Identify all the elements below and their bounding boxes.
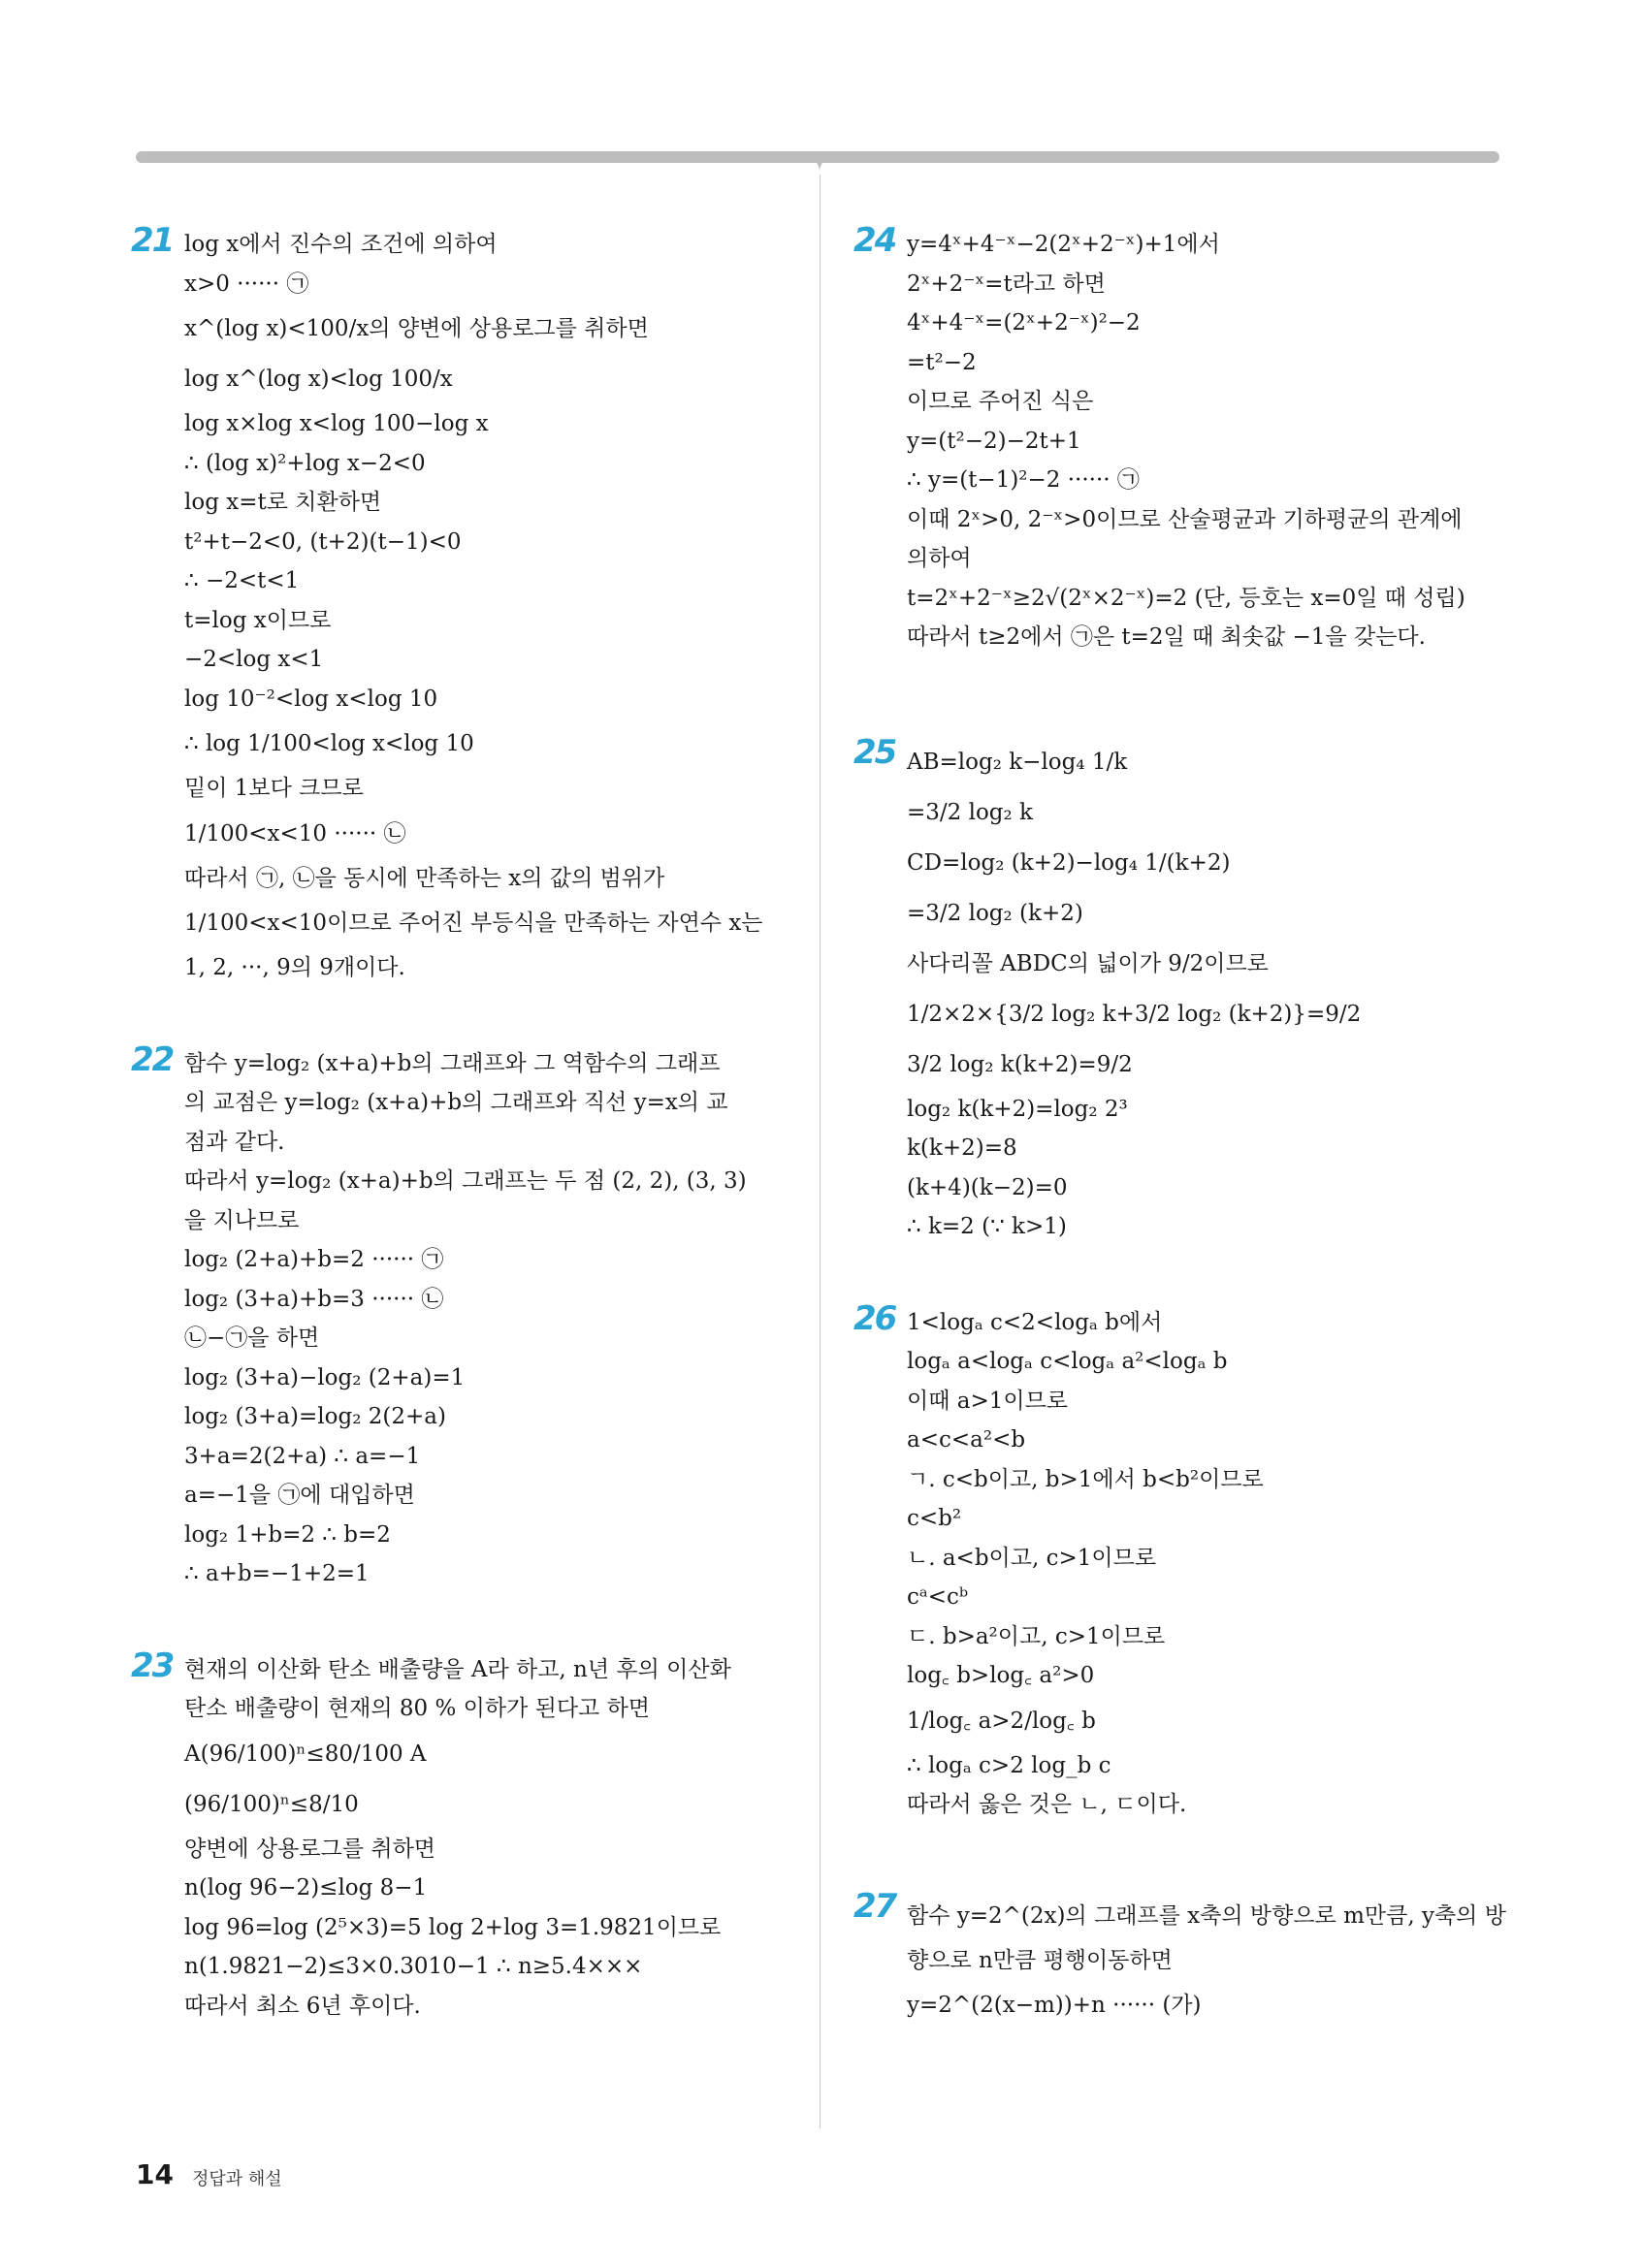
- solution-line: t=2ˣ+2⁻ˣ≥2√(2ˣ×2⁻ˣ)=2 (단, 등호는 x=0일 때 성립): [907, 585, 1465, 611]
- solution-line: 1/100<x<10 ······ ㉡: [184, 820, 406, 847]
- solution-line: log x×log x<log 100−log x: [184, 411, 489, 436]
- right-column: [853, 221, 1513, 2030]
- solution-line: cᵃ<cᵇ: [907, 1584, 969, 1610]
- solution-line: (k+4)(k−2)=0: [907, 1174, 1068, 1200]
- solution-line: 점과 같다.: [184, 1129, 285, 1155]
- solution-line: 1, 2, ···, 9의 9개이다.: [184, 955, 405, 980]
- solution-line: ∴ y=(t−1)²−2 ······ ㉠: [907, 467, 1140, 493]
- solution-line: 따라서 y=log₂ (x+a)+b의 그래프는 두 점 (2, 2), (3, 3): [184, 1168, 747, 1194]
- solution-line: y=2^(2(x−m))+n ······ (가): [907, 1993, 1202, 2018]
- solution-line: 을 지나므로: [184, 1207, 300, 1233]
- solution-line: log₂ (3+a)−log₂ (2+a)=1: [184, 1364, 466, 1390]
- column-divider: [820, 175, 821, 2128]
- solution-line: x^(log x)<100/x의 양변에 상용로그를 취하면: [184, 316, 649, 341]
- problem-number: 26: [853, 1298, 896, 1338]
- solution-line: 3+a=2(2+a) ∴ a=−1: [184, 1443, 421, 1469]
- solution-line: a<c<a²<b: [907, 1427, 1026, 1453]
- solution-line: ∴ −2<t<1: [184, 568, 300, 593]
- solution-line: y=4ˣ+4⁻ˣ−2(2ˣ+2⁻ˣ)+1에서: [907, 232, 1220, 257]
- solution-line: 의 교점은 y=log₂ (x+a)+b의 그래프와 직선 y=x의 교: [184, 1090, 728, 1115]
- solution-line: 사다리꼴 ABDC의 넓이가 9/2이므로: [907, 950, 1269, 976]
- solution-line: log₂ k(k+2)=log₂ 2³: [907, 1096, 1128, 1122]
- problem-21: [131, 221, 790, 988]
- problem-number: 25: [853, 732, 896, 772]
- solution-line: n(log 96−2)≤log 8−1: [184, 1875, 428, 1901]
- solution-line: n(1.9821−2)≤3×0.3010−1 ∴ n≥5.4×××: [184, 1954, 643, 1979]
- solution-line: log₂ (3+a)+b=3 ······ ㉡: [184, 1286, 444, 1312]
- solution-line: =3/2 log₂ (k+2): [907, 900, 1083, 926]
- problem-27: [853, 1886, 1513, 2031]
- solution-line: ∴ k=2 (∵ k>1): [907, 1214, 1067, 1239]
- solution-line: A(96/100)ⁿ≤80/100 A: [184, 1741, 427, 1767]
- solution-line: 이때 2ˣ>0, 2⁻ˣ>0이므로 산술평균과 기하평균의 관계에: [907, 506, 1463, 532]
- solution-line: AB=log₂ k−log₄ 1/k: [907, 749, 1128, 775]
- solution-line: log 10⁻²<log x<log 10: [184, 686, 438, 712]
- footer-label: 정답과 해설: [192, 2169, 282, 2189]
- solution-line: =t²−2: [907, 349, 977, 375]
- solution-line: t²+t−2<0, (t+2)(t−1)<0: [184, 528, 462, 555]
- solution-line: c<b²: [907, 1506, 962, 1531]
- solution-line: 따라서 t≥2에서 ㉠은 t=2일 때 최솟값 −1을 갖는다.: [907, 624, 1426, 650]
- solution-line: ㄴ. a<b이고, c>1이므로: [907, 1545, 1157, 1571]
- solution-line: log₂ (2+a)+b=2 ······ ㉠: [184, 1247, 444, 1272]
- problem-25: [853, 732, 1513, 1247]
- solution-line: 함수 y=log₂ (x+a)+b의 그래프와 그 역함수의 그래프: [184, 1050, 721, 1076]
- solution-line: 1/log꜀ a>2/log꜀ b: [907, 1708, 1096, 1734]
- page-number: 14: [136, 2158, 174, 2190]
- top-header-bar: [0, 0, 1642, 194]
- problem-23: [131, 1645, 790, 2027]
- solution-line: 따라서 ㉠, ㉡을 동시에 만족하는 x의 값의 범위가: [184, 865, 665, 891]
- solution-line: log x=t로 치환하면: [184, 490, 382, 515]
- solution-line: 향으로 n만큼 평행이동하면: [907, 1947, 1173, 1973]
- solution-line: log₂ 1+b=2 ∴ b=2: [184, 1521, 391, 1548]
- solution-line: ∴ a+b=−1+2=1: [184, 1561, 370, 1586]
- solution-line: 양변에 상용로그를 취하면: [184, 1836, 436, 1862]
- solution-line: 따라서 옳은 것은 ㄴ, ㄷ이다.: [907, 1792, 1187, 1817]
- solution-line: logₐ a<logₐ c<logₐ a²<logₐ b: [907, 1349, 1228, 1374]
- problem-number: 21: [131, 221, 174, 260]
- solution-line: ∴ logₐ c>2 log_b c: [907, 1752, 1111, 1778]
- solution-line: k(k+2)=8: [907, 1135, 1017, 1161]
- solution-line: ㉡−㉠을 하면: [184, 1326, 320, 1351]
- solution-line: y=(t²−2)−2t+1: [907, 428, 1081, 454]
- left-column: [131, 221, 790, 2026]
- solution-line: CD=log₂ (k+2)−log₄ 1/(k+2): [907, 849, 1231, 876]
- solution-line: log₂ (3+a)=log₂ 2(2+a): [184, 1404, 446, 1429]
- solution-line: log꜀ b>log꜀ a²>0: [907, 1663, 1095, 1688]
- solution-line: 탄소 배출량이 현재의 80 % 이하가 된다고 하면: [184, 1696, 651, 1721]
- problem-24: [853, 221, 1513, 657]
- solution-line: log x^(log x)<log 100/x: [184, 367, 453, 392]
- solution-line: 이므로 주어진 식은: [907, 389, 1094, 414]
- solution-line: log x에서 진수의 조건에 의하여: [184, 232, 498, 257]
- problem-number: 24: [853, 221, 896, 260]
- solution-line: ∴ log 1/100<log x<log 10: [184, 731, 474, 756]
- solution-line: 밑이 1보다 크므로: [184, 776, 364, 801]
- solution-line: 현재의 이산화 탄소 배출량을 A라 하고, n년 후의 이산화: [184, 1656, 731, 1682]
- solution-line: 의하여: [907, 546, 972, 571]
- solution-line: (96/100)ⁿ≤8/10: [184, 1791, 359, 1817]
- solution-line: t=log x이므로: [184, 607, 332, 633]
- solution-line: 1/2×2×{3/2 log₂ k+3/2 log₂ (k+2)}=9/2: [907, 1001, 1362, 1027]
- solution-line: 1/100<x<10이므로 주어진 부등식을 만족하는 자연수 x는: [184, 910, 763, 936]
- problem-22: [131, 1039, 790, 1594]
- solution-line: ∴ (log x)²+log x−2<0: [184, 450, 426, 476]
- solution-line: a=−1을 ㉠에 대입하면: [184, 1483, 415, 1508]
- solution-line: −2<log x<1: [184, 647, 324, 672]
- solution-line: ㄱ. c<b이고, b>1에서 b<b²이므로: [907, 1466, 1264, 1492]
- solution-line: 4ˣ+4⁻ˣ=(2ˣ+2⁻ˣ)²−2: [907, 310, 1141, 335]
- solution-line: ㄷ. b>a²이고, c>1이므로: [907, 1623, 1166, 1649]
- solution-line: 따라서 최소 6년 후이다.: [184, 1993, 421, 2019]
- problem-number: 27: [853, 1886, 896, 1926]
- problem-26: [853, 1298, 1513, 1825]
- solution-line: 이때 a>1이므로: [907, 1388, 1069, 1414]
- problem-number: 22: [131, 1039, 174, 1079]
- problem-number: 23: [131, 1645, 174, 1685]
- solution-line: 3/2 log₂ k(k+2)=9/2: [907, 1051, 1133, 1077]
- solution-line: 2ˣ+2⁻ˣ=t라고 하면: [907, 271, 1106, 297]
- solution-line: 1<logₐ c<2<logₐ b에서: [907, 1309, 1163, 1335]
- solution-line: x>0 ······ ㉠: [184, 271, 309, 297]
- solution-line: =3/2 log₂ k: [907, 799, 1033, 825]
- solution-line: 함수 y=2^(2x)의 그래프를 x축의 방향으로 m만큼, y축의 방: [907, 1902, 1506, 1929]
- solution-line: log 96=log (2⁵×3)=5 log 2+log 3=1.9821이므로: [184, 1914, 722, 1940]
